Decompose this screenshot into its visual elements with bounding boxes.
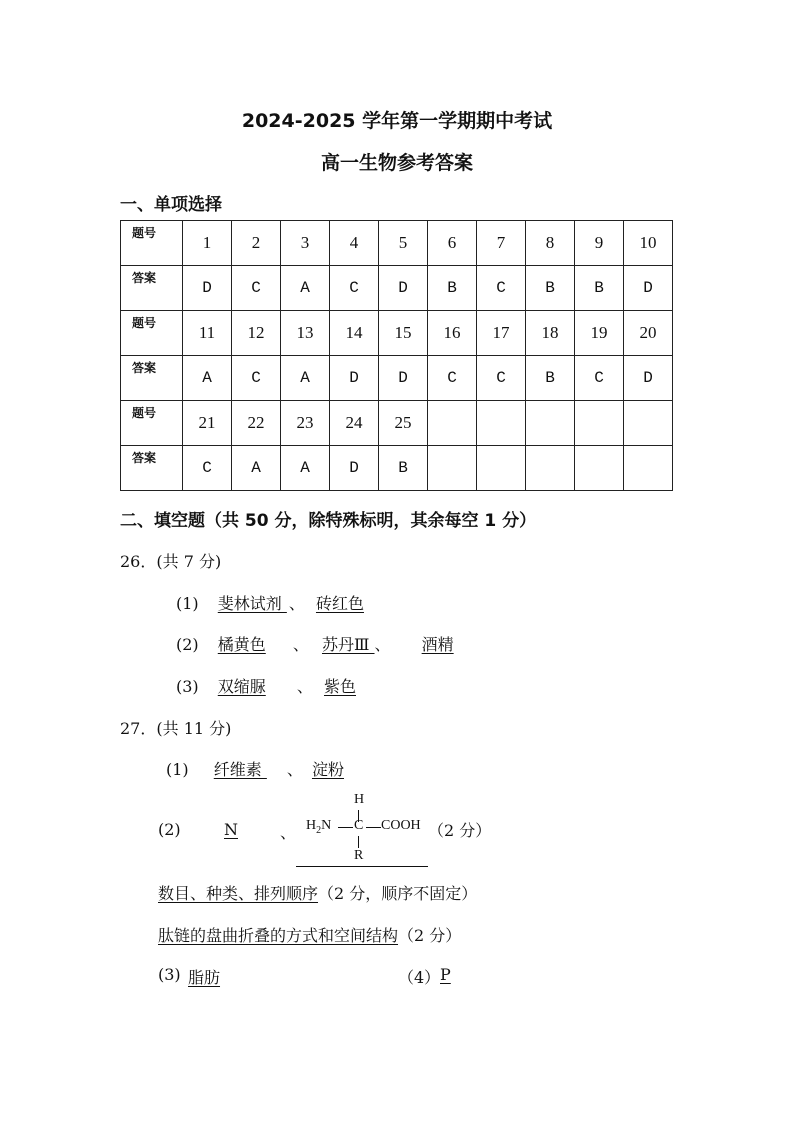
q27-line-1	[166, 757, 344, 780]
table-row	[121, 446, 673, 491]
question-number-cell: 2	[232, 221, 281, 266]
q27-1-answer-a: 纤维素	[213, 760, 267, 779]
question-number-cell: 13	[281, 311, 330, 356]
question-number-cell: 3	[281, 221, 330, 266]
question-number-cell: 24	[330, 401, 379, 446]
q27-4-answer: P	[440, 965, 451, 984]
question-number-cell: 23	[281, 401, 330, 446]
question-number-cell	[575, 401, 624, 446]
answer-cell: A	[281, 356, 330, 401]
question-number-cell: 4	[330, 221, 379, 266]
q27-line-3	[158, 881, 477, 904]
q26-line-3	[176, 674, 356, 697]
table-row	[121, 401, 673, 446]
answer-cell	[575, 446, 624, 491]
row-label: 题号	[121, 401, 183, 446]
question-number-cell	[624, 401, 673, 446]
answer-cell	[428, 446, 477, 491]
question-number-cell: 17	[477, 311, 526, 356]
q27-3-note: （2 分，顺序不固定）	[318, 884, 478, 903]
q26-3-number: (3)	[176, 677, 199, 696]
q26-heading: 26．(共 7 分)	[120, 552, 222, 571]
formula-amino-group	[306, 818, 331, 836]
question-number-cell: 15	[379, 311, 428, 356]
question-number-cell: 10	[624, 221, 673, 266]
answer-cell: A	[183, 356, 232, 401]
answer-cell: D	[624, 356, 673, 401]
question-number-cell: 9	[575, 221, 624, 266]
formula-h: H	[306, 818, 317, 833]
question-number-cell: 7	[477, 221, 526, 266]
question-number-cell: 25	[379, 401, 428, 446]
answer-cell: D	[624, 266, 673, 311]
answer-cell: B	[526, 356, 575, 401]
answer-cell: B	[379, 446, 428, 491]
table-row	[121, 311, 673, 356]
question-number-cell: 5	[379, 221, 428, 266]
answer-cell: C	[428, 356, 477, 401]
q27-3-answer: 脂肪	[188, 968, 221, 987]
q26-line-1	[176, 591, 364, 614]
formula-bottom-r: R	[354, 848, 364, 863]
q27-2-separator: 、	[280, 823, 297, 842]
answer-cell: D	[330, 356, 379, 401]
q27-line-4	[158, 923, 461, 946]
question-number-cell: 1	[183, 221, 232, 266]
formula-bond-right	[366, 827, 381, 828]
answer-cell	[624, 446, 673, 491]
answer-cell: C	[477, 356, 526, 401]
formula-bond-bottom	[358, 836, 359, 848]
question-number-cell	[477, 401, 526, 446]
q26-2-answer-a: 橘黄色	[217, 635, 266, 654]
q27-2-number: (2)	[158, 820, 181, 839]
q26-1-answer-b: 砖红色	[315, 594, 364, 613]
answer-cell: B	[526, 266, 575, 311]
answer-cell: C	[232, 266, 281, 311]
answer-cell: A	[232, 446, 281, 491]
answer-cell: C	[183, 446, 232, 491]
answer-cell: C	[232, 356, 281, 401]
answer-cell: C	[575, 356, 624, 401]
q26-3-separator: 、	[296, 677, 313, 696]
answer-cell: A	[281, 266, 330, 311]
q27-3-number: (3)	[158, 965, 181, 984]
formula-bond-left	[338, 827, 353, 828]
answer-cell: C	[330, 266, 379, 311]
question-number-cell: 16	[428, 311, 477, 356]
table-row	[121, 266, 673, 311]
row-label: 答案	[121, 266, 183, 311]
q27-3-answer: 数目、种类、排列顺序	[158, 884, 319, 903]
row-label: 答案	[121, 356, 183, 401]
answer-cell: D	[379, 266, 428, 311]
answer-cell	[477, 446, 526, 491]
q26-1-answer-a: 斐林试剂	[217, 594, 287, 613]
section1-heading: 一、单项选择	[120, 195, 222, 215]
table-row	[121, 221, 673, 266]
q26-1-number: (1)	[176, 594, 199, 613]
question-number-cell: 20	[624, 311, 673, 356]
question-number-cell: 18	[526, 311, 575, 356]
q27-4-note: （2 分）	[398, 926, 462, 945]
answer-cell: C	[477, 266, 526, 311]
question-number-cell: 12	[232, 311, 281, 356]
answer-cell: D	[183, 266, 232, 311]
q26-2-number: (2)	[176, 635, 199, 654]
table-row	[121, 356, 673, 401]
answer-table	[120, 220, 673, 491]
question-number-cell: 19	[575, 311, 624, 356]
question-number-cell: 11	[183, 311, 232, 356]
q26-2-separator-1: 、	[292, 635, 309, 654]
answer-cell: D	[330, 446, 379, 491]
question-number-cell: 22	[232, 401, 281, 446]
q27-heading: 27．(共 11 分)	[120, 719, 232, 738]
q27-1-answer-b: 淀粉	[311, 760, 344, 779]
page-subtitle: 高一生物参考答案	[320, 152, 473, 174]
question-number-cell	[526, 401, 575, 446]
answer-cell: A	[281, 446, 330, 491]
formula-n: N	[321, 818, 332, 833]
question-number-cell: 21	[183, 401, 232, 446]
row-label: 题号	[121, 221, 183, 266]
answer-cell: B	[428, 266, 477, 311]
formula-carbon: C	[354, 818, 364, 833]
formula-subscript: 2	[316, 824, 322, 836]
q26-line-2	[176, 632, 454, 655]
row-label: 答案	[121, 446, 183, 491]
formula-carboxyl: COOH	[381, 818, 421, 833]
q26-2-answer-c: 酒精	[421, 635, 454, 654]
q27-2-score-note: （2 分）	[428, 821, 492, 840]
q26-3-answer-a: 双缩脲	[217, 677, 266, 696]
row-label: 题号	[121, 311, 183, 356]
q26-2-answer-b: 苏丹Ⅲ	[321, 635, 375, 654]
q26-3-answer-b: 紫色	[323, 677, 356, 696]
page-title: 2024-2025 学年第一学期期中考试	[241, 110, 553, 132]
q27-2-answer-a: N	[224, 820, 238, 839]
formula-top-h: H	[354, 792, 365, 807]
question-number-cell	[428, 401, 477, 446]
section2-heading: 二、填空题（共 50 分，除特殊标明，其余每空 1 分）	[120, 511, 537, 531]
q27-4-answer: 肽链的盘曲折叠的方式和空间结构	[158, 926, 399, 945]
answer-cell	[526, 446, 575, 491]
q27-1-number: (1)	[166, 760, 189, 779]
question-number-cell: 6	[428, 221, 477, 266]
q27-1-separator: 、	[286, 760, 303, 779]
q26-2-separator-2: 、	[374, 635, 391, 654]
answer-cell: B	[575, 266, 624, 311]
formula-answer-underline	[296, 866, 428, 867]
answer-cell: D	[379, 356, 428, 401]
question-number-cell: 8	[526, 221, 575, 266]
q26-1-separator: 、	[288, 594, 305, 613]
question-number-cell: 14	[330, 311, 379, 356]
q27-4-number: （4）	[398, 968, 441, 987]
